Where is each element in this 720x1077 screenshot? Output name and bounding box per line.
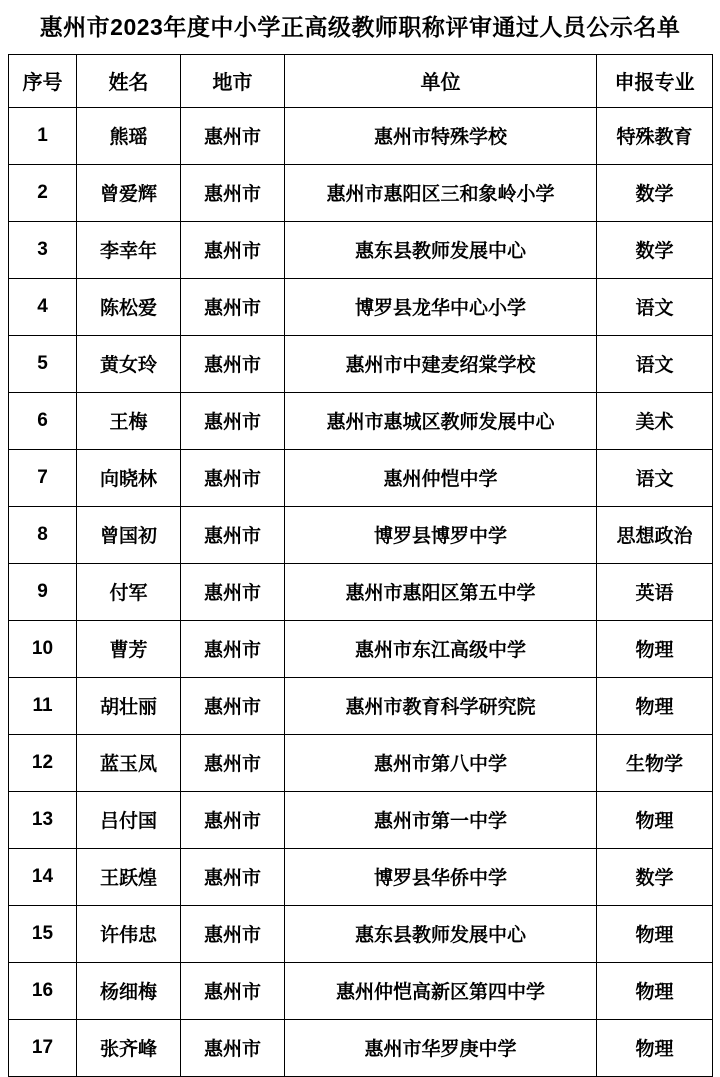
- cell-major: 物理: [597, 620, 713, 677]
- cell-major: 物理: [597, 791, 713, 848]
- cell-unit: 惠州仲恺高新区第四中学: [285, 962, 597, 1019]
- cell-name: 杨细梅: [77, 962, 181, 1019]
- table-row: [9, 392, 713, 449]
- cell-unit: 惠州市第一中学: [285, 791, 597, 848]
- table-row: [9, 107, 713, 164]
- table-row: [9, 962, 713, 1019]
- table-header-row: [9, 54, 713, 107]
- table-header: [9, 54, 713, 107]
- cell-index: 6: [9, 392, 77, 449]
- cell-unit: 惠东县教师发展中心: [285, 905, 597, 962]
- cell-unit: 惠州市中建麦绍棠学校: [285, 335, 597, 392]
- cell-major: 物理: [597, 962, 713, 1019]
- cell-unit: 惠州仲恺中学: [285, 449, 597, 506]
- table-row: [9, 1019, 713, 1076]
- cell-name: 王跃煌: [77, 848, 181, 905]
- cell-city: 惠州市: [181, 962, 285, 1019]
- cell-major: 物理: [597, 677, 713, 734]
- cell-name: 曾国初: [77, 506, 181, 563]
- cell-index: 9: [9, 563, 77, 620]
- cell-index: 7: [9, 449, 77, 506]
- cell-major: 数学: [597, 848, 713, 905]
- table-row: [9, 848, 713, 905]
- cell-city: 惠州市: [181, 164, 285, 221]
- cell-name: 熊瑶: [77, 107, 181, 164]
- table-row: [9, 791, 713, 848]
- cell-unit: 博罗县博罗中学: [285, 506, 597, 563]
- cell-city: 惠州市: [181, 734, 285, 791]
- cell-city: 惠州市: [181, 905, 285, 962]
- cell-city: 惠州市: [181, 620, 285, 677]
- page-title: 惠州市2023年度中小学正高级教师职称评审通过人员公示名单: [39, 14, 681, 40]
- cell-city: 惠州市: [181, 506, 285, 563]
- cell-unit: 博罗县华侨中学: [285, 848, 597, 905]
- cell-index: 11: [9, 677, 77, 734]
- cell-major: 语文: [597, 278, 713, 335]
- table-row: [9, 278, 713, 335]
- cell-index: 13: [9, 791, 77, 848]
- cell-city: 惠州市: [181, 335, 285, 392]
- cell-name: 付军: [77, 563, 181, 620]
- cell-major: 语文: [597, 449, 713, 506]
- cell-index: 10: [9, 620, 77, 677]
- table-row: [9, 506, 713, 563]
- cell-index: 5: [9, 335, 77, 392]
- table-row: [9, 164, 713, 221]
- cell-name: 蓝玉凤: [77, 734, 181, 791]
- table-row: [9, 734, 713, 791]
- cell-unit: 惠州市第八中学: [285, 734, 597, 791]
- table-row: [9, 221, 713, 278]
- cell-unit: 惠州市惠城区教师发展中心: [285, 392, 597, 449]
- cell-unit: 惠州市惠阳区第五中学: [285, 563, 597, 620]
- column-header-major: 申报专业: [597, 54, 713, 107]
- cell-major: 数学: [597, 221, 713, 278]
- cell-name: 张齐峰: [77, 1019, 181, 1076]
- cell-name: 李幸年: [77, 221, 181, 278]
- cell-unit: 惠州市特殊学校: [285, 107, 597, 164]
- cell-name: 陈松爱: [77, 278, 181, 335]
- table-row: [9, 677, 713, 734]
- cell-name: 曹芳: [77, 620, 181, 677]
- cell-major: 语文: [597, 335, 713, 392]
- cell-index: 14: [9, 848, 77, 905]
- cell-index: 12: [9, 734, 77, 791]
- column-header-city: 地市: [181, 54, 285, 107]
- cell-city: 惠州市: [181, 848, 285, 905]
- cell-index: 17: [9, 1019, 77, 1076]
- cell-name: 吕付国: [77, 791, 181, 848]
- cell-index: 2: [9, 164, 77, 221]
- cell-major: 英语: [597, 563, 713, 620]
- cell-major: 特殊教育: [597, 107, 713, 164]
- cell-major: 数学: [597, 164, 713, 221]
- cell-unit: 惠州市东江高级中学: [285, 620, 597, 677]
- cell-city: 惠州市: [181, 107, 285, 164]
- column-header-index: 序号: [9, 54, 77, 107]
- cell-city: 惠州市: [181, 278, 285, 335]
- table-row: [9, 563, 713, 620]
- cell-major: 物理: [597, 1019, 713, 1076]
- cell-city: 惠州市: [181, 791, 285, 848]
- cell-major: 物理: [597, 905, 713, 962]
- cell-index: 1: [9, 107, 77, 164]
- cell-name: 向晓林: [77, 449, 181, 506]
- table-row: [9, 905, 713, 962]
- column-header-unit: 单位: [285, 54, 597, 107]
- cell-index: 15: [9, 905, 77, 962]
- cell-major: 生物学: [597, 734, 713, 791]
- roster-table: [8, 54, 713, 1077]
- cell-name: 曾爱辉: [77, 164, 181, 221]
- cell-index: 3: [9, 221, 77, 278]
- cell-city: 惠州市: [181, 221, 285, 278]
- table-row: [9, 335, 713, 392]
- cell-city: 惠州市: [181, 392, 285, 449]
- cell-index: 8: [9, 506, 77, 563]
- cell-name: 胡壮丽: [77, 677, 181, 734]
- cell-name: 黄女玲: [77, 335, 181, 392]
- cell-unit: 惠州市惠阳区三和象岭小学: [285, 164, 597, 221]
- cell-city: 惠州市: [181, 449, 285, 506]
- cell-major: 美术: [597, 392, 713, 449]
- cell-unit: 惠州市华罗庚中学: [285, 1019, 597, 1076]
- cell-name: 王梅: [77, 392, 181, 449]
- cell-index: 4: [9, 278, 77, 335]
- cell-city: 惠州市: [181, 563, 285, 620]
- cell-major: 思想政治: [597, 506, 713, 563]
- cell-unit: 博罗县龙华中心小学: [285, 278, 597, 335]
- cell-city: 惠州市: [181, 1019, 285, 1076]
- cell-index: 16: [9, 962, 77, 1019]
- cell-unit: 惠东县教师发展中心: [285, 221, 597, 278]
- cell-name: 许伟忠: [77, 905, 181, 962]
- table-row: [9, 620, 713, 677]
- column-header-name: 姓名: [77, 54, 181, 107]
- table-body: [9, 107, 713, 1076]
- cell-unit: 惠州市教育科学研究院: [285, 677, 597, 734]
- cell-city: 惠州市: [181, 677, 285, 734]
- table-row: [9, 449, 713, 506]
